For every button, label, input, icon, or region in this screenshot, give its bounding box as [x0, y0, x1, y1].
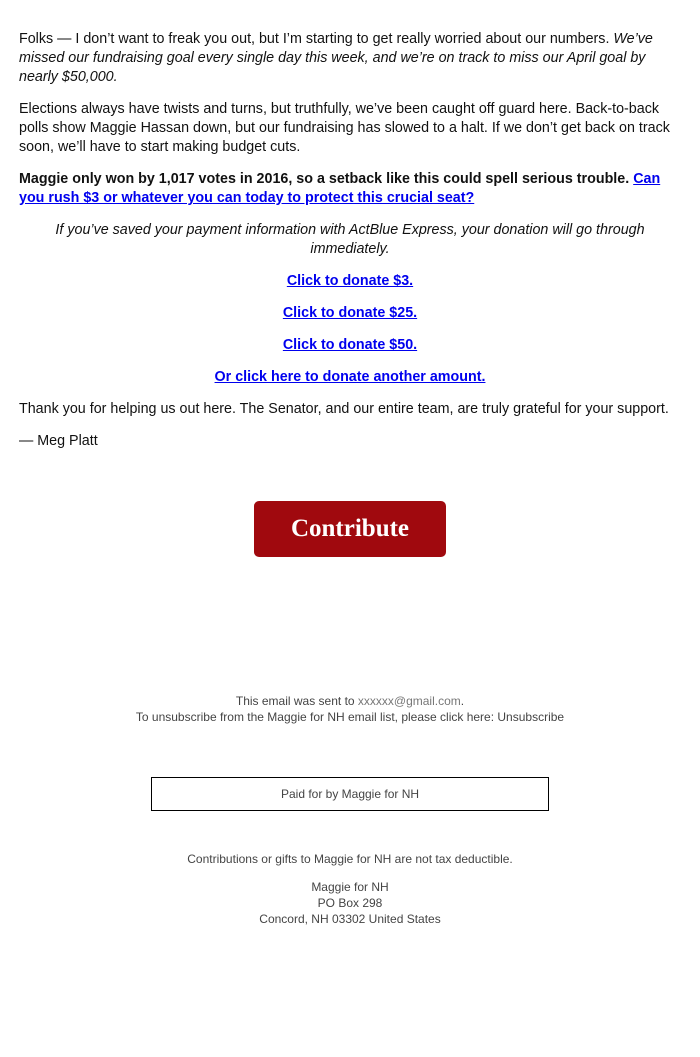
- contribute-button[interactable]: Contribute: [254, 501, 446, 557]
- address-line: Maggie for NH: [311, 880, 389, 894]
- donate-25-link[interactable]: Click to donate $25.: [282, 305, 418, 321]
- unsubscribe-line: [0, 709, 700, 725]
- sent-to-line: [0, 693, 700, 709]
- donate-50-row: [19, 336, 681, 355]
- rush-donate-link[interactable]: Can you rush $3 or whatever you can today to protect this crucial seat?: [19, 171, 661, 206]
- actblue-express-note: [19, 221, 681, 259]
- footer-recipient-info: [0, 693, 700, 725]
- sent-to-suffix: .: [460, 694, 465, 708]
- thanks-paragraph: Thank you for helping us out here. The Senator, and our entire team, are truly grateful for your support.: [19, 401, 669, 417]
- tax-deductible-note: Contributions or gifts to Maggie for NH are not tax deductible.: [187, 852, 513, 866]
- intro-text: Folks — I don’t want to freak you out, but I’m starting to get really worried about our numbers.: [19, 31, 614, 47]
- email-body: [19, 30, 681, 464]
- donate-3-link[interactable]: Click to donate $3.: [286, 273, 414, 289]
- paid-for-box: Paid for by Maggie for NH: [151, 777, 549, 811]
- donate-other-row: [19, 368, 681, 387]
- signature: — Meg Platt: [19, 433, 98, 449]
- context-paragraph: Elections always have twists and turns, but truthfully, we’ve been caught off guard here. Back-to-back polls show Maggie Hassan down, but our fundraising has slowed to a halt. If we don’t get back on track soon, we’ll have to start making budget cuts.: [19, 101, 670, 155]
- mailing-address: [0, 879, 700, 927]
- donate-other-amount-link[interactable]: Or click here to donate another amount.: [214, 369, 486, 385]
- unsubscribe-link[interactable]: Unsubscribe: [497, 710, 565, 724]
- intro-paragraph: [19, 30, 681, 87]
- address-line: Concord, NH 03302 United States: [259, 912, 441, 926]
- donate-50-link[interactable]: Click to donate $50.: [282, 337, 418, 353]
- donate-3-row: [19, 272, 681, 291]
- sent-to-prefix: This email was sent to: [235, 694, 358, 708]
- unsubscribe-text: To unsubscribe from the Maggie for NH email list, please click here:: [135, 710, 498, 724]
- contribute-section: [0, 501, 700, 557]
- appeal-bold-text: Maggie only won by 1,017 votes in 2016, so a setback like this could spell serious trouble.: [19, 171, 634, 187]
- donate-25-row: [19, 304, 681, 323]
- express-note-text: If you’ve saved your payment information with ActBlue Express, your donation will go through immediately.: [55, 222, 645, 257]
- address-line: PO Box 298: [317, 896, 383, 910]
- recipient-email: xxxxxx@gmail.com: [357, 694, 461, 708]
- intro-italic-text: We’ve missed our fundraising goal every single day this week, and we’re on track to miss our April goal by nearly $50,000.: [19, 31, 653, 85]
- appeal-paragraph: [19, 170, 681, 208]
